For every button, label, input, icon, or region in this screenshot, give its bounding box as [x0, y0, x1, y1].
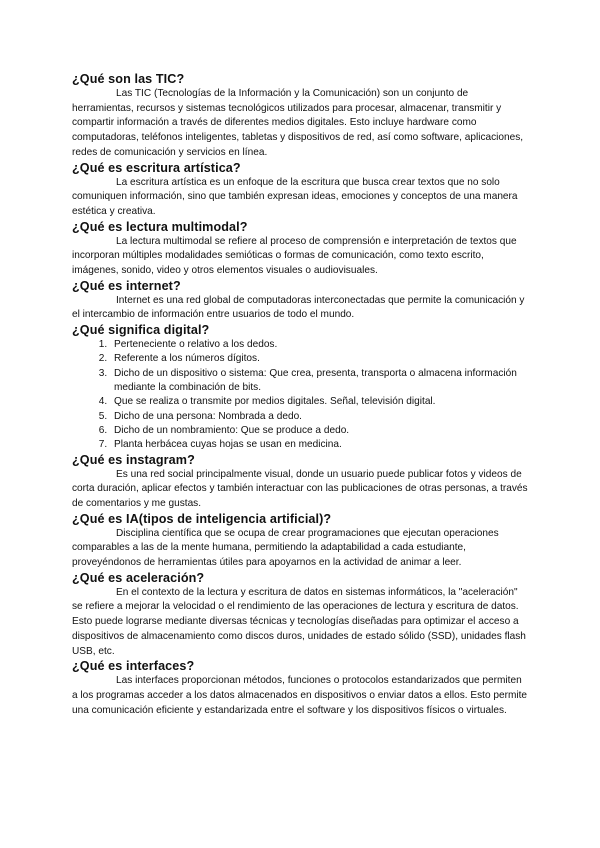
list-item: 5. Dicho de una persona: Nombrada a dedo. — [110, 410, 530, 424]
section-interfaces — [72, 659, 530, 718]
heading-aceleracion: ¿Qué es aceleración? — [72, 570, 205, 585]
digital-definitions-list — [72, 338, 530, 452]
paragraph-lectura-multimodal: La lectura multimodal se refiere al proceso de comprensión e interpretación de textos que incorporan múltiples modalidades semióticas o formas de comunicación, como texto escrito, imágenes, sonido, video y otros elementos visuales o audiovisuales. — [72, 235, 517, 277]
section-digital — [72, 323, 530, 452]
section-lectura-multimodal — [72, 220, 530, 279]
list-item: 6. Dicho de un nombramiento: Que se produce a dedo. — [110, 424, 530, 438]
heading-instagram: ¿Qué es instagram? — [72, 452, 195, 467]
paragraph-aceleracion: En el contexto de la lectura y escritura de datos en sistemas informáticos, la "aceleración" se refiere a mejorar la velocidad o el rendimiento de las operaciones de lectura y escritura de datos. Esto puede lograrse mediante diversas técnicas y tecnologías diseñadas para optimizar el acceso a dispositivos de almacenamiento como discos duros, unidades de estado sólido (SSD), unidades flash USB, etc. — [72, 586, 526, 657]
section-instagram — [72, 453, 530, 512]
heading-tic: ¿Qué son las TIC? — [72, 72, 185, 86]
list-item: 1. Perteneciente o relativo a los dedos. — [110, 338, 530, 352]
list-item: 3. Dicho de un dispositivo o sistema: Que crea, presenta, transporta o almacena información mediante la combinación de bits. — [110, 367, 530, 396]
heading-internet: ¿Qué es internet? — [72, 278, 181, 293]
list-item: 7. Planta herbácea cuyas hojas se usan en medicina. — [110, 438, 530, 452]
list-item: 2. Referente a los números dígitos. — [110, 352, 530, 366]
heading-interfaces: ¿Qué es interfaces? — [72, 659, 195, 674]
heading-escritura-artistica: ¿Qué es escritura artística? — [72, 160, 241, 175]
paragraph-interfaces: Las interfaces proporcionan métodos, funciones o protocolos estandarizados que permiten a los programas acceder a los datos almacenados en dispositivos o enviar datos a ellos. Esto permite una comunicación eficiente y estandarizada entre el software y los dispositivos físicos o virtuales. — [72, 675, 528, 716]
section-escritura-artistica — [72, 161, 530, 220]
heading-ia: ¿Qué es IA(tipos de inteligencia artificial)? — [72, 511, 332, 526]
section-tic — [72, 72, 530, 161]
heading-lectura-multimodal: ¿Qué es lectura multimodal? — [72, 219, 248, 234]
paragraph-tic: Las TIC (Tecnologías de la Información y la Comunicación) son un conjunto de herramientas, recursos y sistemas tecnológicos utilizados para procesar, almacenar, transmitir y compartir información a través de diferentes medios digitales. Esto incluye hardware como computadoras, teléfonos inteligentes, tabletas y dispositivos de red, así como software, aplicaciones, redes de comunicación y servicios en línea. — [72, 88, 524, 158]
paragraph-ia: Disciplina científica que se ocupa de crear programaciones que ejecutan operaciones comparables a las de la mente humana, permitiendo la adaptabilidad a cada estudiante, proveyéndonos de herramientas útiles para apoyarnos en la actividad de animar a leer. — [72, 527, 499, 569]
paragraph-escritura-artistica: La escritura artística es un enfoque de la escritura que busca crear textos que no solo comuniquen información, sino que también expresan ideas, emociones y conceptos de una manera estética y creativa. — [72, 176, 518, 217]
section-aceleracion — [72, 571, 530, 660]
heading-digital: ¿Qué significa digital? — [72, 323, 210, 338]
section-ia — [72, 512, 530, 571]
section-internet — [72, 279, 530, 323]
paragraph-instagram: Es una red social principalmente visual, donde un usuario puede publicar fotos y videos de corta duración, aplicar efectos y también interactuar con las publicaciones de otras personas, a través de comentarios y me gustas. — [72, 468, 528, 509]
paragraph-internet: Internet es una red global de computadoras interconectadas que permite la comunicación y el intercambio de información entre usuarios de todo el mundo. — [72, 294, 525, 321]
list-item: 4. Que se realiza o transmite por medios digitales. Señal, televisión digital. — [110, 395, 530, 409]
